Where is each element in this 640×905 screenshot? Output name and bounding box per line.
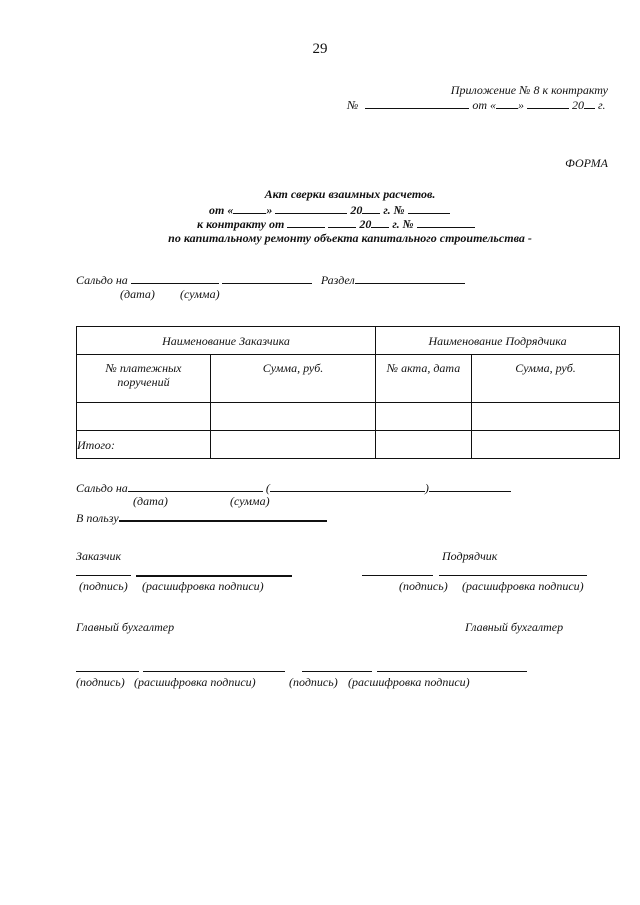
total-customer-sum[interactable] bbox=[211, 431, 376, 459]
col-contractor-sum: Сумма, руб. bbox=[472, 355, 620, 403]
contractor-accountant-signature-caption: (подпись) bbox=[289, 675, 338, 689]
contract-year-label: 20 bbox=[572, 98, 584, 112]
act-quote-close: » bbox=[266, 203, 273, 217]
act-from-label: от « bbox=[209, 203, 234, 217]
act-year-blank[interactable] bbox=[362, 202, 380, 214]
col-customer-sum: Сумма, руб. bbox=[211, 355, 376, 403]
customer-accountant-decoding-line[interactable] bbox=[143, 671, 285, 672]
act-contract-g-no-label: г. № bbox=[392, 217, 414, 231]
saldo-end-sum-blank[interactable] bbox=[270, 480, 425, 492]
section-blank[interactable] bbox=[355, 272, 465, 284]
contractor-signature-line[interactable] bbox=[362, 575, 433, 576]
customer-signature-caption: (подпись) bbox=[79, 579, 128, 593]
act-title: Акт сверки взаимных расчетов. bbox=[264, 187, 436, 201]
customer-decoding-line[interactable] bbox=[136, 575, 292, 577]
saldo-start-date-caption: (дата) bbox=[120, 287, 155, 301]
act-contract-line bbox=[197, 216, 475, 231]
contractor-label: Подрядчик bbox=[442, 549, 498, 563]
contractor-signature-caption: (подпись) bbox=[399, 579, 448, 593]
customer-accountant-decoding-caption: (расшифровка подписи) bbox=[134, 675, 256, 689]
act-object-line: по капитальному ремонту объекта капитального строительства - bbox=[168, 231, 532, 245]
contract-reference-line bbox=[347, 97, 606, 112]
total-label: Итого: bbox=[77, 431, 211, 459]
customer-decoding-caption: (расшифровка подписи) bbox=[142, 579, 264, 593]
contractor-accountant-signature-line[interactable] bbox=[302, 671, 372, 672]
act-contract-year-label: 20 bbox=[359, 217, 372, 231]
act-contract-from-label: к контракту от bbox=[197, 217, 285, 231]
saldo-end-sum-caption: (сумма) bbox=[230, 494, 270, 508]
saldo-end-paren-open: ( bbox=[265, 481, 270, 495]
saldo-end-extra-blank[interactable] bbox=[429, 480, 511, 492]
page-number: 29 bbox=[312, 41, 328, 57]
act-contract-year-blank[interactable] bbox=[371, 216, 389, 228]
contract-year-blank[interactable] bbox=[584, 97, 595, 109]
col-payment-orders: № платежных поручений bbox=[77, 355, 211, 403]
saldo-end-date-blank[interactable] bbox=[128, 480, 263, 492]
saldo-end-date-caption: (дата) bbox=[133, 494, 168, 508]
act-day-blank[interactable] bbox=[233, 202, 266, 214]
contractor-decoding-caption: (расшифровка подписи) bbox=[462, 579, 584, 593]
contract-year-prefix: » bbox=[518, 98, 527, 112]
cell-customer-sum[interactable] bbox=[211, 403, 376, 431]
cell-contractor-sum[interactable] bbox=[472, 403, 620, 431]
in-favor-label: В пользу bbox=[76, 511, 119, 525]
customer-accountant-signature-caption: (подпись) bbox=[76, 675, 125, 689]
saldo-end-paren-close: ) bbox=[424, 481, 429, 495]
saldo-start-sum-blank[interactable] bbox=[222, 272, 312, 284]
section-label: Раздел bbox=[320, 273, 355, 287]
cell-payment-orders[interactable] bbox=[77, 403, 211, 431]
contract-day-blank[interactable] bbox=[496, 97, 518, 109]
total-contractor-sum[interactable] bbox=[472, 431, 620, 459]
contract-from-label: от « bbox=[472, 98, 496, 112]
table-row bbox=[77, 403, 620, 431]
act-date-line bbox=[209, 202, 450, 217]
table-total-row bbox=[77, 431, 620, 459]
saldo-start-line bbox=[76, 272, 465, 287]
saldo-start-label: Сальдо на bbox=[76, 273, 128, 287]
saldo-start-date-blank[interactable] bbox=[131, 272, 219, 284]
table-columns-row bbox=[77, 355, 620, 403]
act-contract-month-blank[interactable] bbox=[328, 216, 356, 228]
in-favor-blank[interactable] bbox=[119, 509, 327, 522]
saldo-start-sum-caption: (сумма) bbox=[180, 287, 220, 301]
cell-act-date[interactable] bbox=[376, 403, 472, 431]
act-year-label: 20 bbox=[350, 203, 363, 217]
appendix-label: Приложение № 8 к контракту bbox=[450, 83, 608, 97]
saldo-end-label: Сальдо на bbox=[76, 481, 128, 495]
contractor-decoding-line[interactable] bbox=[439, 575, 587, 576]
customer-accountant-signature-line[interactable] bbox=[76, 671, 139, 672]
contract-no-blank[interactable] bbox=[365, 97, 469, 109]
form-label: ФОРМА bbox=[565, 156, 608, 170]
contract-year-suffix: г. bbox=[598, 98, 606, 112]
contractor-chief-accountant-label: Главный бухгалтер bbox=[465, 620, 564, 634]
contractor-accountant-decoding-caption: (расшифровка подписи) bbox=[348, 675, 470, 689]
act-contract-number-blank[interactable] bbox=[417, 216, 475, 228]
customer-signature-line[interactable] bbox=[76, 575, 131, 576]
contract-month-blank[interactable] bbox=[527, 97, 569, 109]
contractor-accountant-decoding-line[interactable] bbox=[377, 671, 527, 672]
act-g-no-label: г. № bbox=[383, 203, 405, 217]
customer-header: Наименование Заказчика bbox=[77, 327, 376, 355]
total-act-date[interactable] bbox=[376, 431, 472, 459]
table-header-row bbox=[77, 327, 620, 355]
saldo-end-line bbox=[76, 480, 511, 495]
col-act-date: № акта, дата bbox=[376, 355, 472, 403]
customer-chief-accountant-label: Главный бухгалтер bbox=[76, 620, 175, 634]
in-favor-line bbox=[76, 509, 327, 525]
customer-label: Заказчик bbox=[76, 549, 122, 563]
act-month-blank[interactable] bbox=[275, 202, 347, 214]
contract-no-label: № bbox=[347, 98, 359, 112]
reconciliation-table bbox=[76, 326, 620, 459]
act-contract-day-blank[interactable] bbox=[287, 216, 325, 228]
contractor-header: Наименование Подрядчика bbox=[376, 327, 620, 355]
act-number-blank[interactable] bbox=[408, 202, 450, 214]
